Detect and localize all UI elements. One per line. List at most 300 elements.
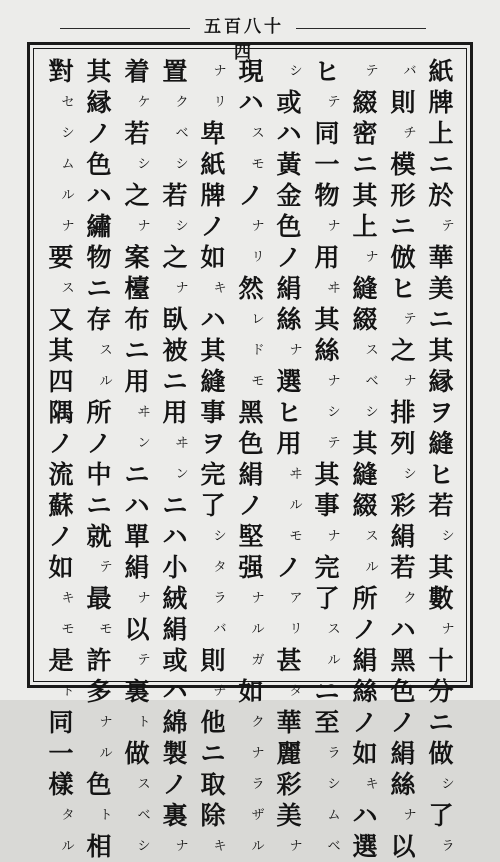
text-glyph: 做 bbox=[124, 739, 150, 768]
text-glyph: 繡 bbox=[86, 212, 112, 241]
text-glyph: バ bbox=[403, 64, 417, 79]
text-glyph: シ bbox=[441, 777, 455, 792]
text-glyph: 如 bbox=[200, 243, 226, 272]
text-glyph: 其 bbox=[314, 305, 340, 334]
text-glyph: 堅 bbox=[238, 522, 264, 551]
text-glyph: キ bbox=[213, 281, 227, 296]
text-glyph: ナ bbox=[403, 374, 417, 389]
text-glyph: 色 bbox=[276, 212, 302, 241]
text-glyph: 選 bbox=[276, 367, 302, 396]
text-glyph: ア bbox=[289, 591, 303, 606]
text-glyph: リ bbox=[289, 622, 303, 637]
text-glyph: 流 bbox=[48, 460, 74, 489]
text-glyph: 紙 bbox=[200, 150, 226, 179]
text-glyph: 隅 bbox=[48, 398, 74, 427]
text-glyph: 最 bbox=[86, 584, 112, 613]
text-glyph: ル bbox=[99, 374, 113, 389]
text-glyph: ラ bbox=[327, 746, 341, 761]
text-glyph: 如 bbox=[238, 677, 264, 706]
text-glyph: ス bbox=[137, 777, 151, 792]
text-glyph: ナ bbox=[251, 219, 265, 234]
text-glyph: 綴 bbox=[352, 88, 378, 117]
text-glyph: 絹 bbox=[352, 646, 378, 675]
text-glyph: 對 bbox=[48, 57, 74, 86]
text-glyph: ル bbox=[61, 188, 75, 203]
text-glyph: ラ bbox=[441, 839, 455, 854]
text-glyph: 美 bbox=[428, 274, 454, 303]
text-glyph: ハ bbox=[200, 305, 226, 334]
text-glyph: ニ bbox=[200, 739, 226, 768]
text-glyph: リ bbox=[213, 95, 227, 110]
text-glyph: 要 bbox=[48, 243, 74, 272]
text-glyph: タ bbox=[61, 808, 75, 823]
text-glyph: 小 bbox=[162, 553, 188, 582]
text-glyph: ニ bbox=[428, 150, 454, 179]
text-glyph: 彩 bbox=[390, 491, 416, 520]
text-glyph: テ bbox=[365, 64, 379, 79]
text-glyph: シ bbox=[441, 529, 455, 544]
text-glyph: ノ bbox=[276, 243, 302, 272]
text-glyph: 模 bbox=[390, 150, 416, 179]
text-glyph: 色 bbox=[390, 677, 416, 706]
text-glyph: シ bbox=[137, 157, 151, 172]
text-glyph: 色 bbox=[86, 770, 112, 799]
text-glyph: ニ bbox=[162, 367, 188, 396]
text-glyph: 單 bbox=[124, 522, 150, 551]
text-glyph: ト bbox=[137, 715, 151, 730]
text-glyph: ナ bbox=[99, 715, 113, 730]
text-glyph: シ bbox=[175, 157, 189, 172]
text-glyph: 色 bbox=[238, 429, 264, 458]
text-glyph: 物 bbox=[314, 181, 340, 210]
text-glyph: 其 bbox=[48, 336, 74, 365]
text-glyph: ト bbox=[61, 684, 75, 699]
text-glyph: 則 bbox=[390, 88, 416, 117]
text-glyph: ス bbox=[365, 343, 379, 358]
text-glyph: 其 bbox=[428, 336, 454, 365]
text-column bbox=[233, 56, 269, 854]
text-glyph: ナ bbox=[403, 808, 417, 823]
text-glyph: 其 bbox=[352, 429, 378, 458]
text-glyph: 金 bbox=[276, 181, 302, 210]
text-glyph: ニ bbox=[314, 677, 340, 706]
text-glyph: テ bbox=[327, 95, 341, 110]
text-glyph: ヲ bbox=[200, 429, 226, 458]
text-glyph: 檯 bbox=[124, 274, 150, 303]
text-glyph: 除 bbox=[200, 801, 226, 830]
text-glyph: 然 bbox=[238, 274, 264, 303]
text-glyph: 其 bbox=[352, 181, 378, 210]
text-glyph: タ bbox=[213, 560, 227, 575]
text-glyph: セ bbox=[61, 95, 75, 110]
text-glyph: 縫 bbox=[428, 429, 454, 458]
text-glyph: 用 bbox=[162, 398, 188, 427]
text-glyph: 蘇 bbox=[48, 491, 74, 520]
text-glyph: 許 bbox=[86, 646, 112, 675]
text-glyph: ヰ bbox=[137, 405, 151, 420]
text-glyph: ベ bbox=[137, 808, 151, 823]
text-glyph: ル bbox=[289, 498, 303, 513]
text-glyph: 麗 bbox=[276, 739, 302, 768]
text-glyph: 絲 bbox=[352, 677, 378, 706]
text-glyph: 縫 bbox=[352, 460, 378, 489]
text-glyph: 裏 bbox=[124, 677, 150, 706]
text-glyph: ル bbox=[99, 746, 113, 761]
text-glyph: 列 bbox=[390, 429, 416, 458]
text-glyph: 形 bbox=[390, 181, 416, 210]
text-glyph: ハ bbox=[390, 615, 416, 644]
text-glyph: ル bbox=[327, 653, 341, 668]
text-glyph: ス bbox=[61, 281, 75, 296]
text-glyph: 其 bbox=[314, 460, 340, 489]
text-glyph: ナ bbox=[137, 591, 151, 606]
text-glyph: 於 bbox=[428, 181, 454, 210]
text-glyph: 四 bbox=[48, 367, 74, 396]
text-glyph: ナ bbox=[61, 219, 75, 234]
text-glyph: ナ bbox=[289, 839, 303, 854]
text-column bbox=[81, 56, 117, 861]
text-glyph: 或 bbox=[162, 646, 188, 675]
text-glyph: 臥 bbox=[162, 305, 188, 334]
text-column bbox=[271, 56, 307, 854]
text-glyph: ン bbox=[175, 467, 189, 482]
text-glyph: 樣 bbox=[48, 770, 74, 799]
text-glyph: 牌 bbox=[428, 88, 454, 117]
page-number: 五百八十四 bbox=[204, 17, 284, 63]
text-glyph: ニ bbox=[86, 274, 112, 303]
text-glyph: 華 bbox=[276, 708, 302, 737]
text-glyph: ク bbox=[251, 715, 265, 730]
text-glyph: 之 bbox=[390, 336, 416, 365]
text-glyph: シ bbox=[327, 777, 341, 792]
text-glyph: ノ bbox=[200, 212, 226, 241]
text-glyph: 其 bbox=[200, 336, 226, 365]
text-glyph: 置 bbox=[162, 57, 188, 86]
text-glyph: 以 bbox=[124, 615, 150, 644]
text-glyph: ガ bbox=[251, 653, 265, 668]
text-glyph: ベ bbox=[175, 126, 189, 141]
text-glyph: 了 bbox=[314, 584, 340, 613]
text-glyph: ナ bbox=[175, 281, 189, 296]
text-glyph: 用 bbox=[314, 243, 340, 272]
text-glyph: ノ bbox=[238, 491, 264, 520]
text-glyph: シ bbox=[137, 839, 151, 854]
text-glyph: ヒ bbox=[314, 57, 340, 86]
text-glyph: 至 bbox=[314, 708, 340, 737]
text-glyph: 絲 bbox=[276, 305, 302, 334]
text-glyph: ノ bbox=[276, 553, 302, 582]
text-glyph: モ bbox=[251, 157, 265, 172]
text-glyph: シ bbox=[61, 126, 75, 141]
text-glyph: ナ bbox=[365, 250, 379, 265]
text-glyph: ノ bbox=[390, 708, 416, 737]
text-glyph: リ bbox=[251, 250, 265, 265]
text-glyph: ノ bbox=[48, 522, 74, 551]
text-glyph: 一 bbox=[314, 150, 340, 179]
text-column bbox=[119, 56, 155, 854]
text-glyph: 如 bbox=[48, 553, 74, 582]
text-glyph: ム bbox=[61, 157, 75, 172]
text-glyph: ナ bbox=[251, 746, 265, 761]
text-glyph: ヰ bbox=[175, 436, 189, 451]
text-glyph: 相 bbox=[86, 832, 112, 861]
text-glyph: ク bbox=[175, 95, 189, 110]
text-glyph: 其 bbox=[86, 57, 112, 86]
text-glyph: ニ bbox=[428, 305, 454, 334]
text-glyph: タ bbox=[289, 684, 303, 699]
text-glyph: ハ bbox=[124, 491, 150, 520]
text-glyph: ド bbox=[251, 343, 265, 358]
text-glyph: 若 bbox=[124, 119, 150, 148]
text-column bbox=[423, 56, 459, 854]
text-glyph: 以 bbox=[390, 832, 416, 861]
text-glyph: ナ bbox=[175, 839, 189, 854]
text-glyph: 若 bbox=[390, 553, 416, 582]
text-glyph: テ bbox=[99, 560, 113, 575]
text-glyph: ハ bbox=[352, 801, 378, 830]
text-glyph: ノ bbox=[48, 429, 74, 458]
text-glyph: 黃 bbox=[276, 150, 302, 179]
text-glyph: 卑 bbox=[200, 119, 226, 148]
text-glyph: 綴 bbox=[352, 305, 378, 334]
text-glyph: テ bbox=[441, 219, 455, 234]
text-column bbox=[309, 56, 345, 854]
text-glyph: ナ bbox=[327, 374, 341, 389]
text-glyph: シ bbox=[403, 467, 417, 482]
text-glyph: テ bbox=[327, 436, 341, 451]
header-rule-left bbox=[60, 28, 190, 29]
text-glyph: 色 bbox=[86, 150, 112, 179]
text-glyph: ヲ bbox=[428, 398, 454, 427]
text-glyph: 絲 bbox=[314, 336, 340, 365]
text-glyph: 華 bbox=[428, 243, 454, 272]
text-glyph: ハ bbox=[162, 677, 188, 706]
text-glyph: 用 bbox=[276, 429, 302, 458]
text-glyph: 黑 bbox=[238, 398, 264, 427]
text-glyph: 分 bbox=[428, 677, 454, 706]
text-glyph: 案 bbox=[124, 243, 150, 272]
text-glyph: ラ bbox=[251, 777, 265, 792]
text-glyph: 製 bbox=[162, 739, 188, 768]
text-glyph: テ bbox=[403, 312, 417, 327]
text-glyph: 他 bbox=[200, 708, 226, 737]
text-glyph: 或 bbox=[276, 88, 302, 117]
text-glyph: 着 bbox=[124, 57, 150, 86]
text-glyph: キ bbox=[365, 777, 379, 792]
text-glyph: 用 bbox=[124, 367, 150, 396]
text-glyph: 絹 bbox=[390, 739, 416, 768]
text-glyph: 選 bbox=[352, 832, 378, 861]
text-glyph: ニ bbox=[428, 708, 454, 737]
text-glyph: ナ bbox=[213, 64, 227, 79]
text-glyph: シ bbox=[365, 405, 379, 420]
text-glyph: 了 bbox=[200, 491, 226, 520]
text-glyph: 紙 bbox=[428, 57, 454, 86]
text-glyph: 則 bbox=[200, 646, 226, 675]
text-glyph: 數 bbox=[428, 584, 454, 613]
text-column bbox=[385, 56, 421, 861]
text-glyph: ナ bbox=[137, 219, 151, 234]
text-glyph: 綴 bbox=[352, 491, 378, 520]
text-glyph: 上 bbox=[428, 119, 454, 148]
text-glyph: 十 bbox=[428, 646, 454, 675]
text-glyph: 黑 bbox=[390, 646, 416, 675]
text-glyph: 若 bbox=[428, 491, 454, 520]
text-glyph: 絹 bbox=[124, 553, 150, 582]
text-glyph: 一 bbox=[48, 739, 74, 768]
text-glyph: モ bbox=[99, 622, 113, 637]
text-glyph: 被 bbox=[162, 336, 188, 365]
text-glyph: ハ bbox=[86, 181, 112, 210]
text-glyph: 縁 bbox=[86, 88, 112, 117]
text-glyph: シ bbox=[213, 529, 227, 544]
text-glyph: 絹 bbox=[162, 615, 188, 644]
text-glyph: ニ bbox=[352, 150, 378, 179]
text-glyph: 上 bbox=[352, 212, 378, 241]
page-header bbox=[0, 14, 500, 63]
text-glyph: ノ bbox=[352, 708, 378, 737]
text-glyph: ス bbox=[365, 529, 379, 544]
text-glyph: 彩 bbox=[276, 770, 302, 799]
text-glyph: 所 bbox=[86, 398, 112, 427]
text-glyph: ル bbox=[61, 839, 75, 854]
text-glyph: ナ bbox=[289, 343, 303, 358]
text-glyph: 就 bbox=[86, 522, 112, 551]
text-glyph: チ bbox=[403, 126, 417, 141]
text-glyph: 所 bbox=[352, 584, 378, 613]
text-glyph: キ bbox=[61, 591, 75, 606]
header-rule-right bbox=[296, 28, 426, 29]
text-glyph: ニ bbox=[390, 212, 416, 241]
text-glyph: 存 bbox=[86, 305, 112, 334]
text-glyph: ノ bbox=[86, 119, 112, 148]
text-glyph: 之 bbox=[162, 243, 188, 272]
text-column bbox=[195, 56, 231, 854]
text-glyph: 同 bbox=[314, 119, 340, 148]
text-glyph: 了 bbox=[428, 801, 454, 830]
text-glyph: 多 bbox=[86, 677, 112, 706]
text-glyph: ル bbox=[251, 839, 265, 854]
text-glyph: ト bbox=[99, 808, 113, 823]
text-glyph: ハ bbox=[238, 88, 264, 117]
text-glyph: 若 bbox=[162, 181, 188, 210]
text-glyph: 中 bbox=[86, 460, 112, 489]
text-glyph: ノ bbox=[352, 615, 378, 644]
text-glyph: 布 bbox=[124, 305, 150, 334]
text-glyph: ノ bbox=[238, 181, 264, 210]
text-glyph: 之 bbox=[124, 181, 150, 210]
text-glyph: 甚 bbox=[276, 646, 302, 675]
text-glyph: テ bbox=[137, 653, 151, 668]
text-glyph: 縫 bbox=[352, 274, 378, 303]
text-glyph: ス bbox=[251, 126, 265, 141]
text-glyph: 又 bbox=[48, 305, 74, 334]
text-glyph: ナ bbox=[251, 591, 265, 606]
text-glyph: 裏 bbox=[162, 801, 188, 830]
text-glyph: 絲 bbox=[390, 770, 416, 799]
text-glyph: 是 bbox=[48, 646, 74, 675]
text-glyph: 絹 bbox=[238, 460, 264, 489]
text-glyph: ヰ bbox=[327, 281, 341, 296]
text-glyph: 密 bbox=[352, 119, 378, 148]
text-glyph: 取 bbox=[200, 770, 226, 799]
text-glyph: ル bbox=[251, 622, 265, 637]
text-glyph: ノ bbox=[86, 429, 112, 458]
text-glyph: ケ bbox=[137, 95, 151, 110]
vertical-text-body bbox=[41, 56, 459, 861]
text-glyph: 牌 bbox=[200, 181, 226, 210]
text-glyph: 物 bbox=[86, 243, 112, 272]
text-glyph: ム bbox=[327, 808, 341, 823]
text-glyph: 同 bbox=[48, 708, 74, 737]
text-glyph: 綿 bbox=[162, 708, 188, 737]
text-glyph: モ bbox=[61, 622, 75, 637]
text-glyph: ナ bbox=[327, 219, 341, 234]
text-glyph: ラ bbox=[213, 591, 227, 606]
text-glyph: ナ bbox=[441, 622, 455, 637]
text-glyph: キ bbox=[213, 839, 227, 854]
text-glyph: ハ bbox=[162, 522, 188, 551]
text-glyph: 絹 bbox=[390, 522, 416, 551]
text-column bbox=[157, 56, 193, 854]
text-glyph: ベ bbox=[365, 374, 379, 389]
text-glyph: 縫 bbox=[200, 367, 226, 396]
text-glyph: レ bbox=[251, 312, 265, 327]
text-glyph: 事 bbox=[200, 398, 226, 427]
text-glyph: 絹 bbox=[276, 274, 302, 303]
text-glyph: ニ bbox=[162, 491, 188, 520]
text-glyph: ル bbox=[365, 560, 379, 575]
text-column bbox=[347, 56, 383, 861]
text-glyph: 其 bbox=[428, 553, 454, 582]
text-glyph: 完 bbox=[314, 553, 340, 582]
text-glyph: 事 bbox=[314, 491, 340, 520]
text-glyph: ニ bbox=[124, 460, 150, 489]
text-glyph: ニ bbox=[124, 336, 150, 365]
text-glyph: バ bbox=[213, 622, 227, 637]
text-glyph: ン bbox=[137, 436, 151, 451]
text-glyph: ヒ bbox=[390, 274, 416, 303]
text-glyph: モ bbox=[251, 374, 265, 389]
text-glyph: ハ bbox=[276, 119, 302, 148]
text-glyph: ザ bbox=[251, 808, 265, 823]
text-glyph: 美 bbox=[276, 801, 302, 830]
text-glyph: ヒ bbox=[276, 398, 302, 427]
text-glyph: ヰ bbox=[289, 467, 303, 482]
text-glyph: ナ bbox=[327, 529, 341, 544]
text-glyph: 絨 bbox=[162, 584, 188, 613]
text-glyph: モ bbox=[289, 529, 303, 544]
text-glyph: 如 bbox=[352, 739, 378, 768]
text-glyph: 排 bbox=[390, 398, 416, 427]
text-glyph: 倣 bbox=[390, 243, 416, 272]
text-glyph: チ bbox=[213, 684, 227, 699]
text-glyph: シ bbox=[327, 405, 341, 420]
text-glyph: ニ bbox=[86, 491, 112, 520]
text-glyph: ス bbox=[327, 622, 341, 637]
text-glyph: シ bbox=[175, 219, 189, 234]
text-glyph: ス bbox=[99, 343, 113, 358]
text-glyph: 完 bbox=[200, 460, 226, 489]
text-column bbox=[43, 56, 79, 854]
text-glyph: ベ bbox=[327, 839, 341, 854]
text-glyph: ノ bbox=[162, 770, 188, 799]
text-glyph: シ bbox=[289, 64, 303, 79]
text-glyph: 做 bbox=[428, 739, 454, 768]
text-glyph: 現 bbox=[238, 57, 264, 86]
text-glyph: 强 bbox=[238, 553, 264, 582]
text-glyph: ヒ bbox=[428, 460, 454, 489]
